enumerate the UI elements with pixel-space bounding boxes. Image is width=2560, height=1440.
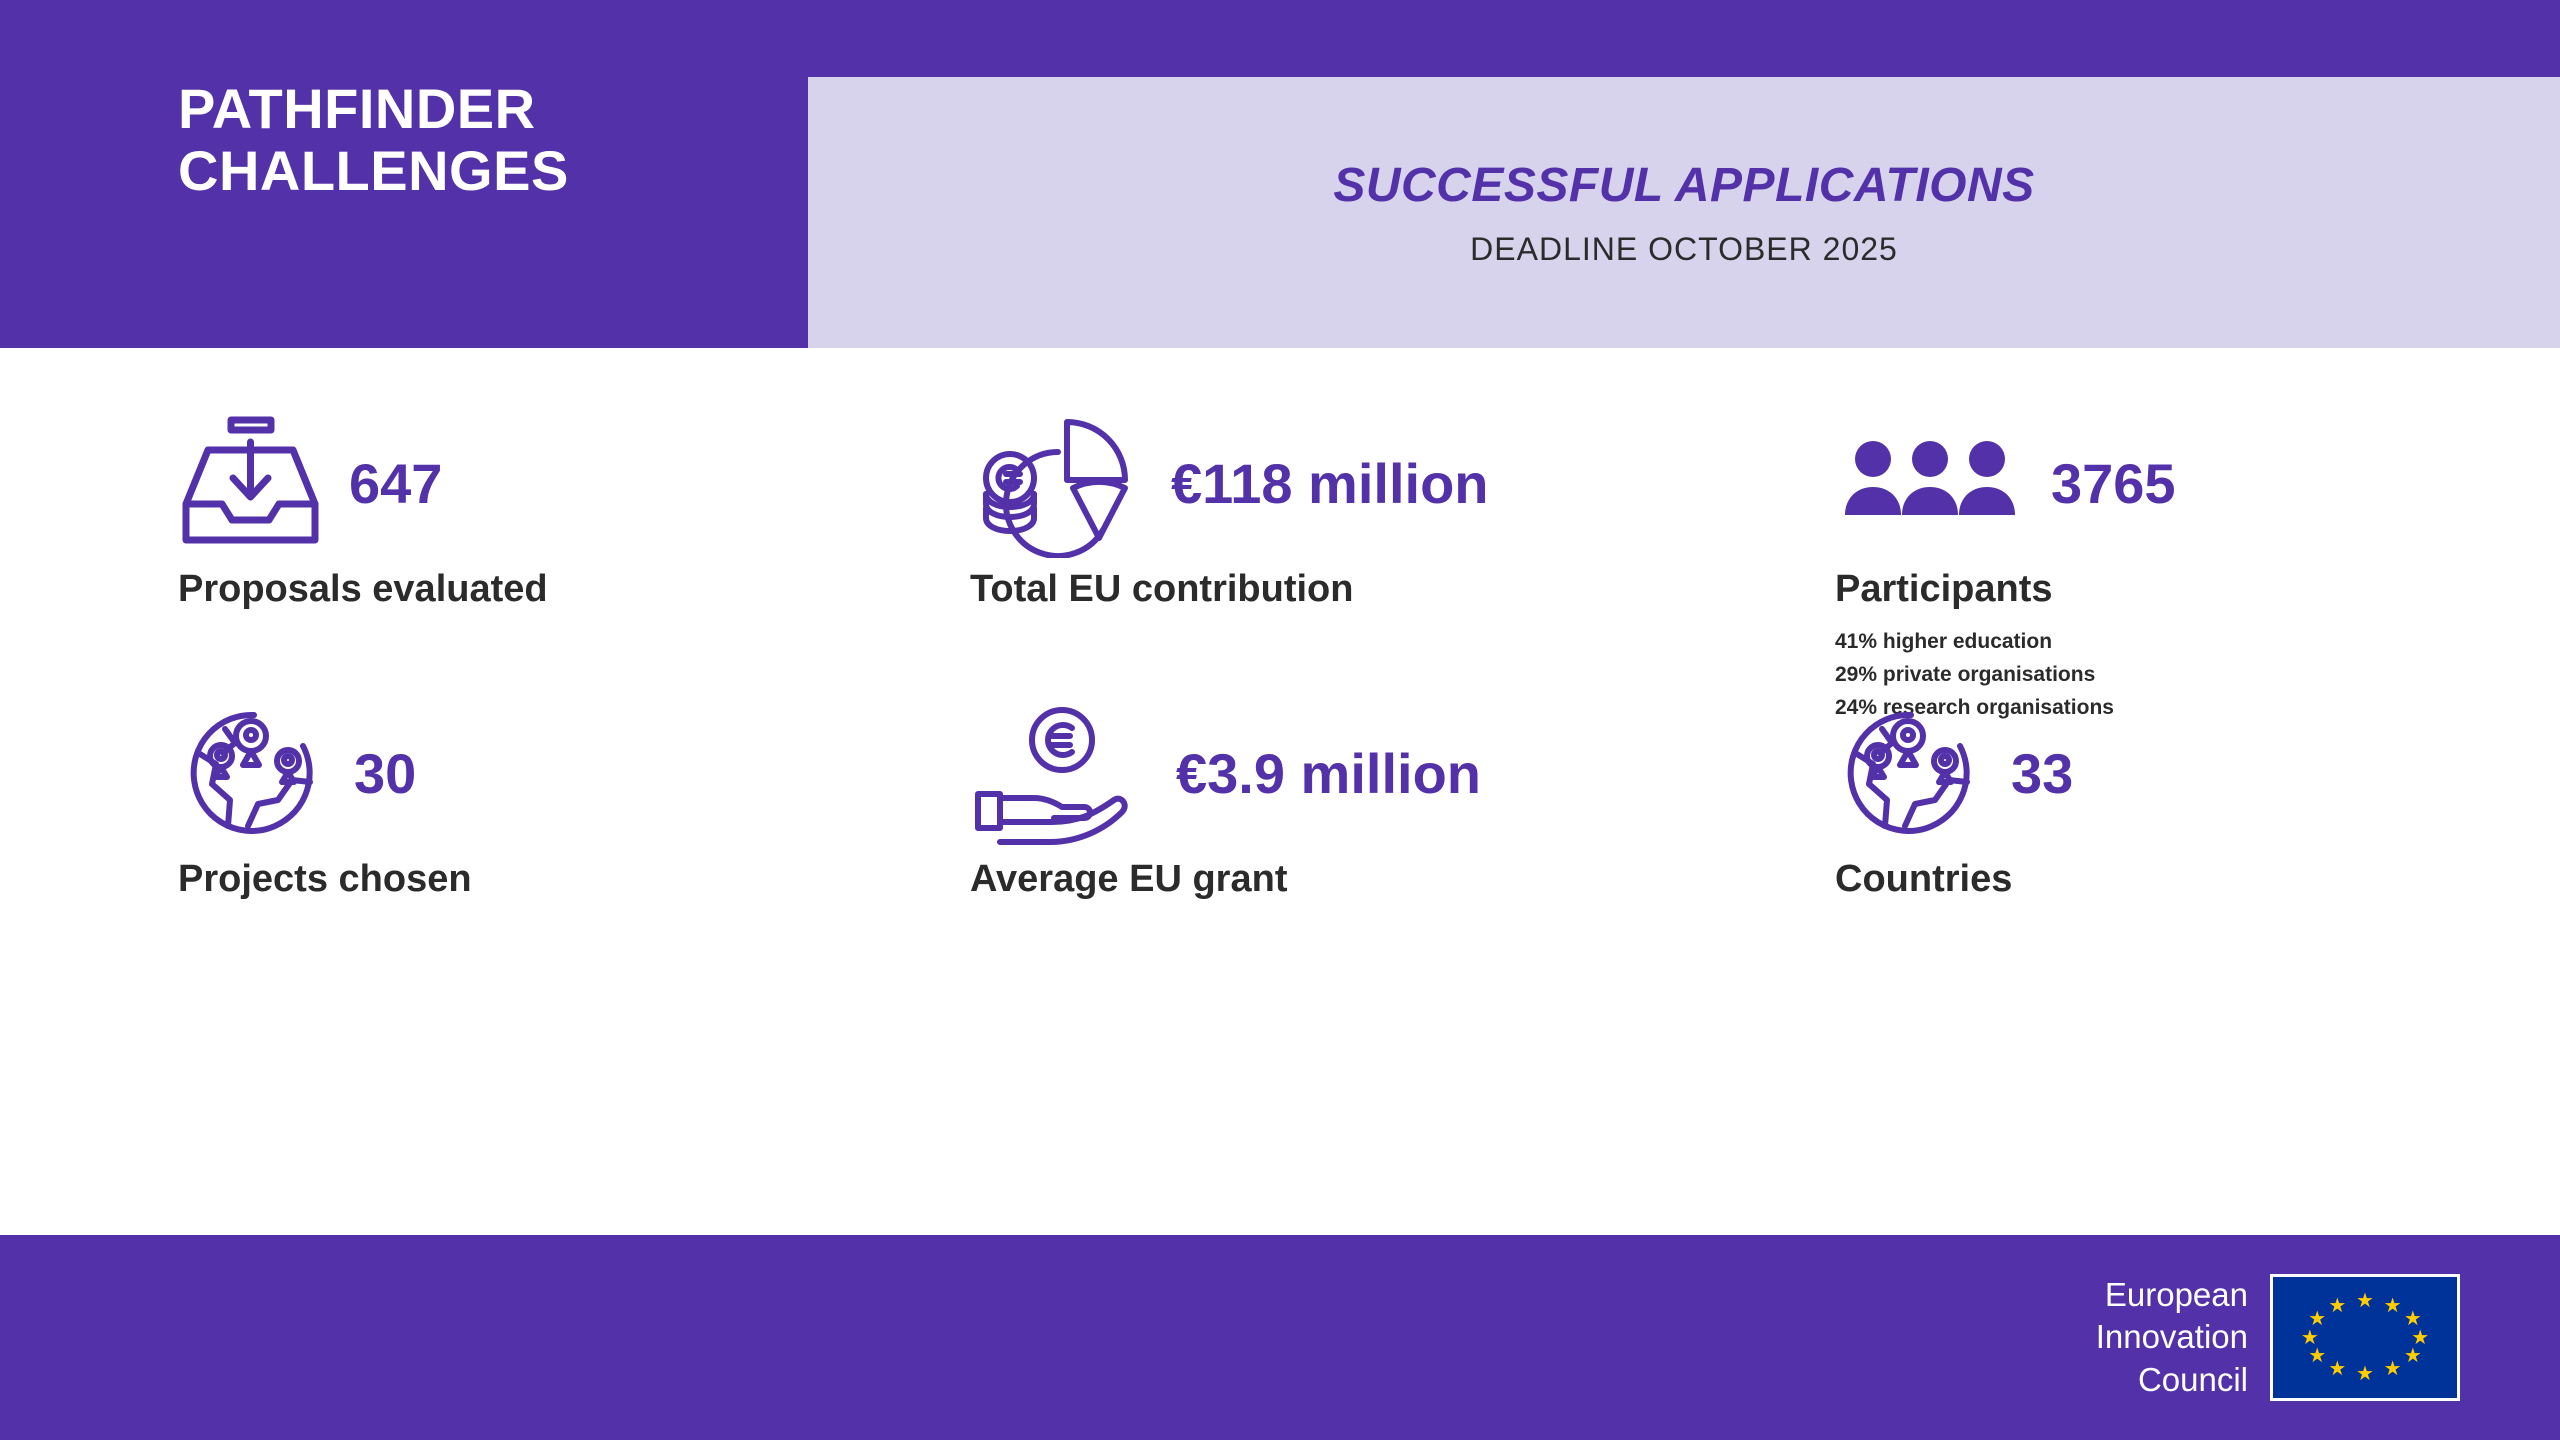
stat-value: 33 <box>2011 741 2074 805</box>
stat-label: Total EU contribution <box>970 568 1354 610</box>
stat-label: Countries <box>1835 858 2013 900</box>
stat-projects-chosen <box>0 698 810 988</box>
eic-logo-line2: Innovation <box>2095 1318 2248 1356</box>
breakdown-item: 41% higher education <box>1835 630 2053 653</box>
stat-label: Proposals evaluated <box>178 568 548 610</box>
globe-pins-icon <box>178 698 328 848</box>
stat-value: €118 million <box>1171 451 1489 515</box>
stats-section <box>0 348 2560 1235</box>
stat-countries <box>1675 698 2560 988</box>
stat-row <box>1835 698 2560 848</box>
hand-euro-coin-icon <box>970 698 1150 848</box>
stat-proposals-evaluated <box>0 408 810 698</box>
stat-row <box>970 698 1675 848</box>
banner-subtitle: DEADLINE OCTOBER 2025 <box>1470 230 1898 267</box>
eic-logo-line3: Council <box>2137 1360 2248 1398</box>
banner-title: SUCCESSFUL APPLICATIONS <box>1333 158 2035 212</box>
stat-row <box>1835 408 2560 558</box>
inbox-download-icon <box>178 408 323 558</box>
header-bar <box>0 0 2560 348</box>
breakdown-item: 29% private organisations <box>1835 663 2096 687</box>
stat-label: Projects chosen <box>178 858 472 900</box>
stats-grid <box>0 348 2560 988</box>
stat-value: €3.9 million <box>1176 741 1481 805</box>
stat-label: Participants <box>1835 568 2053 610</box>
stat-total-eu-contribution <box>810 408 1675 698</box>
stat-row <box>178 408 810 558</box>
stat-label: Average EU grant <box>970 858 1288 900</box>
eic-logo-line1: European <box>2104 1276 2248 1314</box>
eic-logo <box>2096 1274 2460 1401</box>
globe-pins-icon <box>1835 698 1985 848</box>
stat-value: 647 <box>349 451 443 515</box>
stat-average-eu-grant <box>810 698 1675 988</box>
page-title-line2: CHALLENGES <box>178 138 569 202</box>
european-union-flag: ★ ★ ★ ★ ★ ★ ★ ★ ★ ★ ★ ★ <box>2270 1274 2460 1401</box>
page-title-line1: PATHFINDER <box>178 77 536 140</box>
eic-logo-text <box>2096 1274 2248 1401</box>
stat-participants <box>1675 408 2560 720</box>
stat-row <box>970 408 1675 558</box>
header-banner <box>808 77 2560 348</box>
breakdown-item: 24% research organisations <box>1835 696 2114 720</box>
participants-people-icon <box>1835 423 2025 543</box>
stat-value: 30 <box>354 741 417 805</box>
stat-value: 3765 <box>2051 451 2176 515</box>
page-title <box>178 78 569 201</box>
pie-chart-coins-icon <box>970 408 1145 558</box>
stat-row <box>178 698 810 848</box>
footer-bar <box>0 1235 2560 1440</box>
